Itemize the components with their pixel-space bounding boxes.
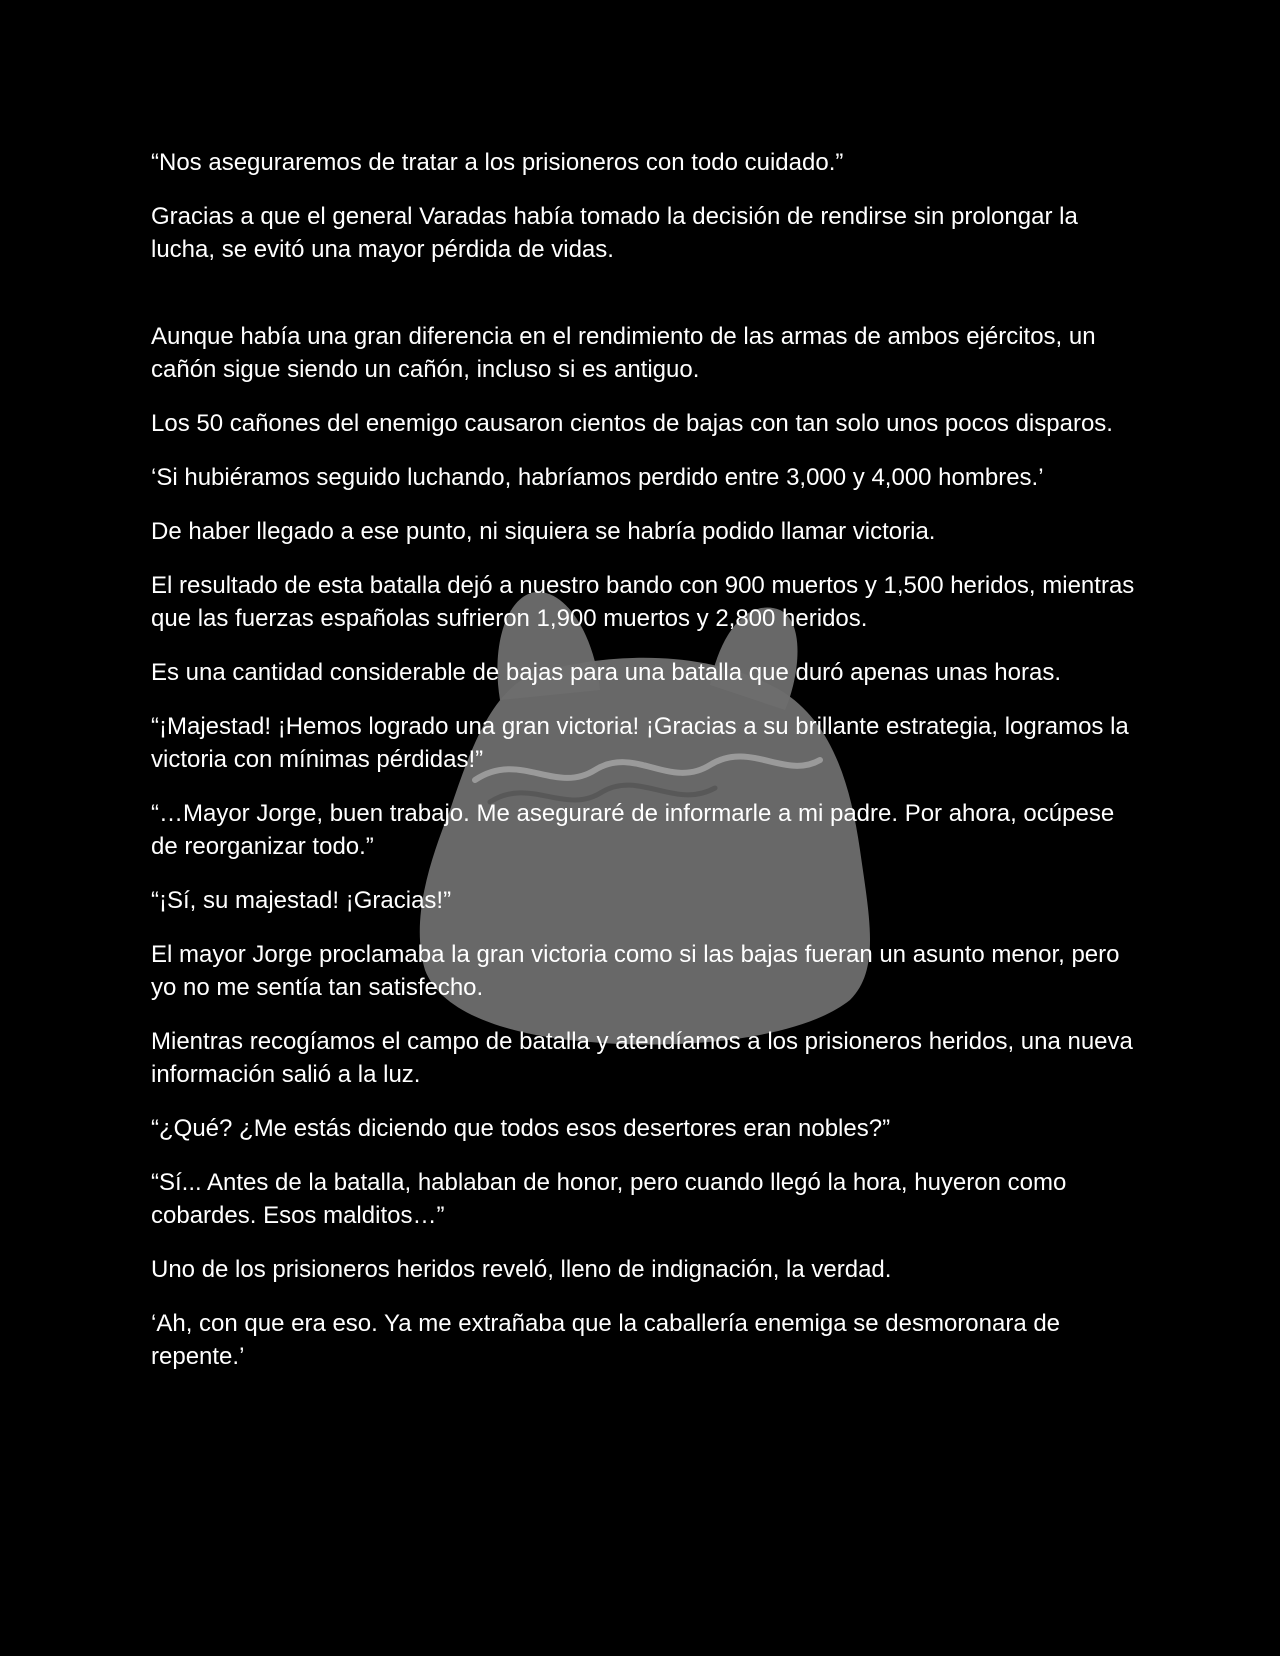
paragraph: “¡Sí, su majestad! ¡Gracias!” bbox=[151, 887, 452, 914]
paragraph: Mientras recogíamos el campo de batalla y atendíamos a los prisioneros heridos, una nueva información salió a la luz. bbox=[151, 1028, 1133, 1088]
paragraph: Gracias a que el general Varadas había tomado la decisión de rendirse sin prolongar la lucha, se evitó una mayor pérdida de vidas. bbox=[151, 203, 1078, 263]
paragraph: “¡Majestad! ¡Hemos logrado una gran victoria! ¡Gracias a su brillante estrategia, logramos la victoria con mínimas pérdidas!” bbox=[151, 713, 1129, 773]
paragraph: Uno de los prisioneros heridos reveló, lleno de indignación, la verdad. bbox=[151, 1256, 892, 1283]
paragraph: ‘Ah, con que era eso. Ya me extrañaba que la caballería enemiga se desmoronara de repente.’ bbox=[151, 1310, 1061, 1370]
paragraph: De haber llegado a ese punto, ni siquiera se habría podido llamar victoria. bbox=[151, 518, 936, 545]
text-content bbox=[151, 146, 1141, 1394]
paragraph: “Nos aseguraremos de tratar a los prisioneros con todo cuidado.” bbox=[151, 149, 844, 176]
paragraph: El resultado de esta batalla dejó a nuestro bando con 900 muertos y 1,500 heridos, mientras que las fuerzas españolas sufrieron 1,900 muertos y 2,800 heridos. bbox=[151, 572, 1135, 632]
paragraph: “¿Qué? ¿Me estás diciendo que todos esos desertores eran nobles?” bbox=[151, 1115, 891, 1142]
paragraph: “Sí... Antes de la batalla, hablaban de honor, pero cuando llegó la hora, huyeron como cobardes. Esos malditos…” bbox=[151, 1169, 1067, 1229]
paragraph: Es una cantidad considerable de bajas para una batalla que duró apenas unas horas. bbox=[151, 659, 1061, 686]
paragraph: Aunque había una gran diferencia en el rendimiento de las armas de ambos ejércitos, un cañón sigue siendo un cañón, incluso si es antiguo. bbox=[151, 323, 1096, 383]
paragraph: El mayor Jorge proclamaba la gran victoria como si las bajas fueran un asunto menor, pero yo no me sentía tan satisfecho. bbox=[151, 941, 1120, 1001]
paragraph: ‘Si hubiéramos seguido luchando, habríamos perdido entre 3,000 y 4,000 hombres.’ bbox=[151, 464, 1044, 491]
paragraph: “…Mayor Jorge, buen trabajo. Me aseguraré de informarle a mi padre. Por ahora, ocúpese de reorganizar todo.” bbox=[151, 800, 1115, 860]
paragraph: Los 50 cañones del enemigo causaron cientos de bajas con tan solo unos pocos disparos. bbox=[151, 410, 1113, 437]
